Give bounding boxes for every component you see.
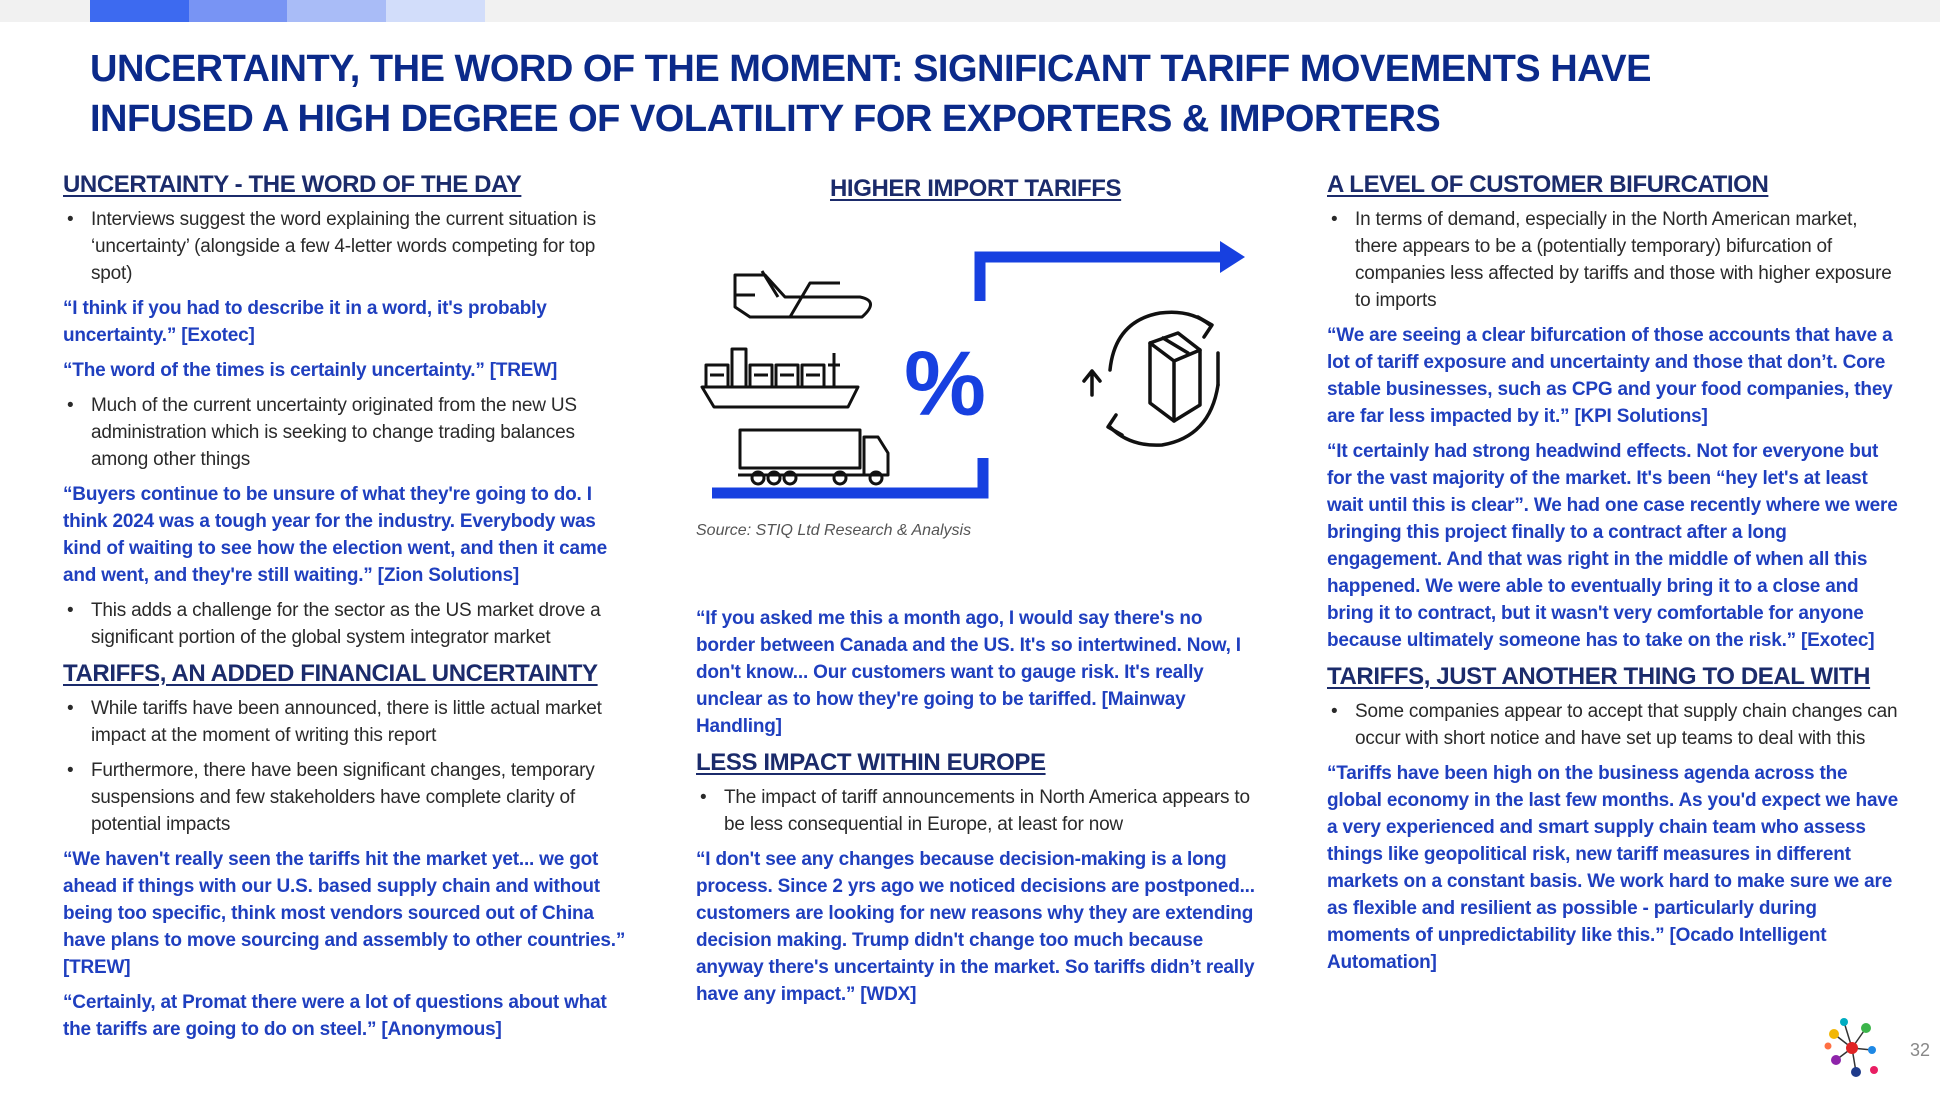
quote-kpi: “We are seeing a clear bifurcation of those accounts that have a lot of tariff exposure and uncertainty and those that don’t. Core stable businesses, such as CPG and your food companies, they are far less impacted by it.” [KPI Solutions] (1327, 325, 1893, 427)
import-tariffs-graphic (690, 225, 1270, 515)
bullet-item: • While tariffs have been announced, there is little actual market impact at the moment of writing this report (63, 695, 628, 749)
quote-wdx: “I don't see any changes because decision-making is a long process. Since 2 yrs ago we noticed decisions are postponed... customers are looking for new reasons why they are extending decision making. Trump didn't change too much because anyway there's uncertainty in the market. So tariffs didn’t really have any impact.” [WDX] (696, 849, 1255, 1005)
section-heading-uncertainty: UNCERTAINTY - THE WORD OF THE DAY (63, 171, 522, 198)
page-number: 32 (1910, 1040, 1931, 1060)
airplane-icon (735, 271, 871, 317)
quote-anonymous: “Certainly, at Promat there were a lot of questions about what the tariffs are going to do on steel.” [Anonymous] (63, 992, 607, 1040)
bullet-item: • In terms of demand, especially in the North American market, there appears to be a (potentially temporary) bifurcation of companies less affected by tariffs and those with higher exposure to imports (1327, 206, 1902, 314)
tariff-illustration (690, 225, 1270, 515)
cargo-ship-icon (702, 349, 858, 407)
page-title (90, 44, 1790, 144)
section-heading-europe: LESS IMPACT WITHIN EUROPE (696, 749, 1046, 776)
quote-exotec: “I think if you had to describe it in a word, it's probably uncertainty.” [Exotec] (63, 298, 547, 346)
bullet-item: • This adds a challenge for the sector as the US market drove a significant portion of the global system integrator market (63, 597, 628, 651)
quote-mainway: “If you asked me this a month ago, I would say there's no border between Canada and the US. It's so intertwined. Now, I don't know... Our customers want to gauge risk. It's really unclear as to how they're going to be tariffed. [Mainway Handling] (696, 608, 1241, 737)
bullet-item: • Some companies appear to accept that supply chain changes can occur with short notice and have set up teams to deal with this (1327, 698, 1902, 752)
accent-segment-4 (386, 0, 485, 22)
page-title-line-1: UNCERTAINTY, THE WORD OF THE MOMENT: SIGNIFICANT TARIFF MOVEMENTS HAVE (90, 48, 1651, 90)
company-logo-icon (1822, 1010, 1882, 1086)
page-title-line-2: INFUSED A HIGH DEGREE OF VOLATILITY FOR EXPORTERS & IMPORTERS (90, 98, 1441, 140)
bullet-item: • Furthermore, there have been significant changes, temporary suspensions and few stakeholders have complete clarity of potential impacts (63, 757, 628, 838)
percent-icon: % (904, 333, 986, 435)
accent-segment-1 (90, 0, 189, 22)
section-heading-deal-with: TARIFFS, JUST ANOTHER THING TO DEAL WITH (1327, 663, 1871, 690)
quote-trew: “The word of the times is certainly uncertainty.” [TREW] (63, 360, 558, 381)
left-column (63, 170, 628, 1051)
bullet-item: • Interviews suggest the word explaining the current situation is ‘uncertainty’ (alongside a few 4-letter words competing for top spot) (63, 206, 628, 287)
bullet-item: • Much of the current uncertainty originated from the new US administration which is seeking to change trading balances among other things (63, 392, 628, 473)
truck-icon (738, 430, 888, 484)
graphic-heading: HIGHER IMPORT TARIFFS (830, 175, 1122, 202)
quote-trew-2: “We haven't really seen the tariffs hit the market yet... we got ahead if things with our U.S. based supply chain and without being too specific, think most vendors sourced out of China have plans to move sourcing and assembly to other countries.” [TREW] (63, 849, 626, 978)
bullet-item: • The impact of tariff announcements in North America appears to be less consequential in Europe, at least for now (696, 784, 1261, 838)
quote-zion: “Buyers continue to be unsure of what they're going to do. I think 2024 was a tough year for the industry. Everybody was kind of waiting to see how the election went, and then it came and went, and they're still waiting.” [Zion Solutions] (63, 484, 607, 586)
right-column (1327, 170, 1902, 984)
section-heading-tariffs-financial: TARIFFS, AN ADDED FINANCIAL UNCERTAINTY (63, 660, 598, 687)
accent-segment-3 (287, 0, 386, 22)
top-accent-bar (0, 0, 1940, 22)
middle-column (696, 605, 1261, 1016)
source-note: Source: STIQ Ltd Research & Analysis (696, 522, 972, 539)
quote-ocado: “Tariffs have been high on the business agenda across the global economy in the last few months. As you'd expect we have a very experienced and smart supply chain team who assess things like geopolitical risk, new tariff measures in different markets on a constant basis. We work hard to make sure we are as flexible and resilient as possible - particularly during moments of unpredictability like this.” [Ocado Intelligent Automation] (1327, 763, 1899, 973)
section-heading-bifurcation: A LEVEL OF CUSTOMER BIFURCATION (1327, 171, 1769, 198)
accent-segment-2 (189, 0, 287, 22)
quote-exotec-2: “It certainly had strong headwind effects. Not for everyone but for the vast majority of the market. It's been “hey let's at least wait until this is clear”. We had one case recently where we were bringing this project finally to a contract after a long engagement. And that was right in the middle of when all this happened. We were able to eventually bring it to a close and bring it to contract, but it wasn't very comfortable for anyone because ultimately someone has to take on the risk.” [Exotec] (1327, 441, 1898, 651)
box-exchange-icon (1084, 312, 1218, 445)
